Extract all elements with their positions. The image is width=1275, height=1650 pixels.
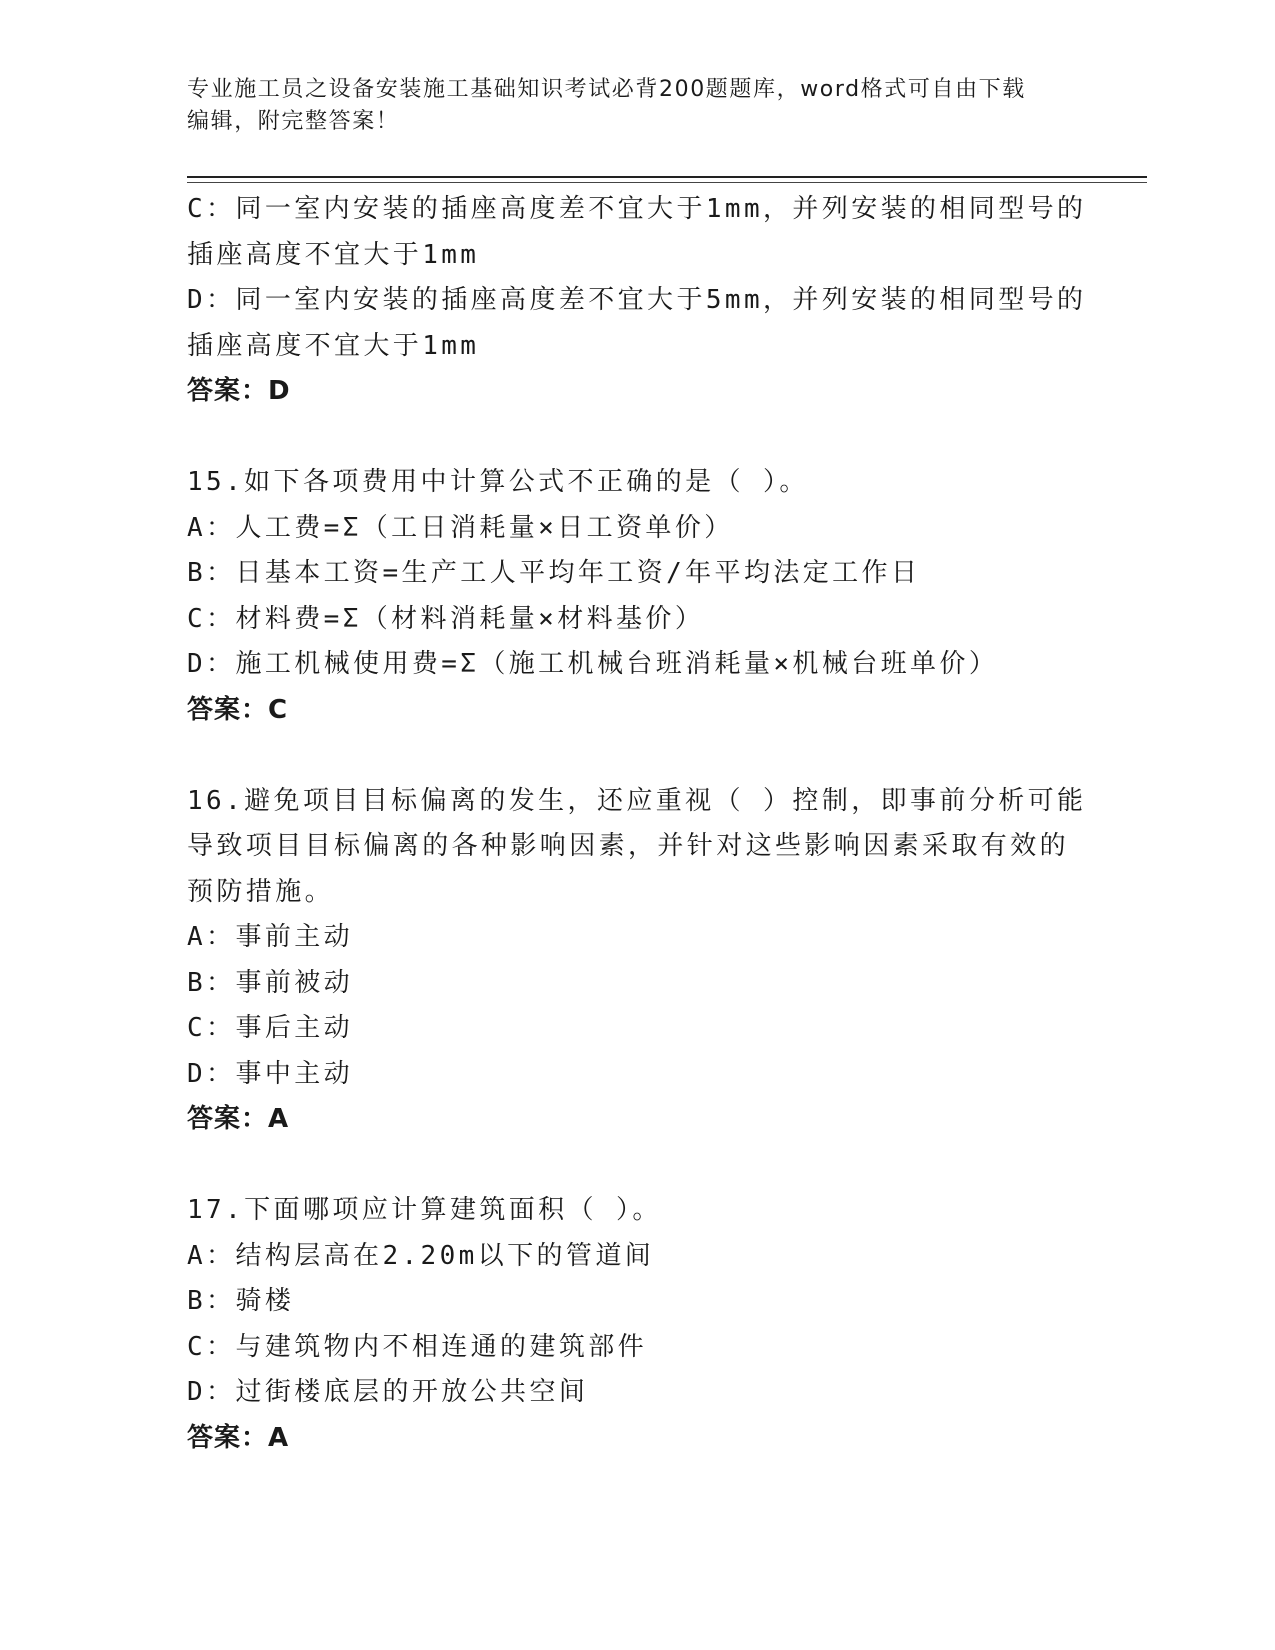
option-d: D：施工机械使用费=Σ（施工机械台班消耗量×机械台班单价） xyxy=(187,649,999,679)
option-a: A：结构层高在2.20m以下的管道间 xyxy=(187,1240,655,1271)
option-c-line-2: 插座高度不宜大于1mm xyxy=(187,239,480,270)
answer-16: 答案：A xyxy=(187,1104,290,1134)
spacer xyxy=(187,1143,1067,1189)
question-list xyxy=(187,187,1087,1461)
option-d-line-1: D：同一室内安装的插座高度差不宜大于5mm，并列安装的相同型号的 xyxy=(187,285,1087,315)
header-line-1: 专业施工员之设备安装施工基础知识考试必背200题题库，word格式可自由下载 xyxy=(187,77,1026,102)
option-b: B：日基本工资=生产工人平均年工资/年平均法定工作日 xyxy=(187,558,921,588)
spacer xyxy=(187,733,1067,779)
header-divider-thin xyxy=(187,182,1147,183)
option-c-line-1: C：同一室内安装的插座高度差不宜大于1mm，并列安装的相同型号的 xyxy=(187,194,1087,224)
option-a: A：事前主动 xyxy=(187,922,354,952)
answer-14: 答案：D xyxy=(187,376,291,406)
question-16 xyxy=(187,779,1087,1143)
question-14-tail xyxy=(187,187,1087,415)
header-divider-thick xyxy=(187,176,1147,178)
answer-15: 答案：C xyxy=(187,694,289,725)
option-a: A：人工费=Σ（工日消耗量×日工资单价） xyxy=(187,512,734,543)
option-d-line-2: 插座高度不宜大于1mm xyxy=(187,330,480,361)
page-header xyxy=(187,74,1067,138)
option-d: D：事中主动 xyxy=(187,1058,354,1089)
question-16-text-line-1: 16.避免项目目标偏离的发生，还应重视（ ）控制，即事前分析可能 xyxy=(187,785,1087,816)
option-c: C：事后主动 xyxy=(187,1013,354,1043)
question-17-text: 17.下面哪项应计算建筑面积（ ）。 xyxy=(187,1195,662,1225)
question-15-text: 15.如下各项费用中计算公式不正确的是（ ）。 xyxy=(187,467,809,497)
option-c: C：材料费=Σ（材料消耗量×材料基价） xyxy=(187,603,705,634)
question-16-text-line-2: 导致项目目标偏离的各种影响因素，并针对这些影响因素采取有效的 xyxy=(187,831,1070,861)
question-17 xyxy=(187,1188,1067,1461)
question-16-text-line-3: 预防措施。 xyxy=(187,876,335,907)
spacer xyxy=(187,415,1067,461)
option-b: B：事前被动 xyxy=(187,967,354,998)
option-b: B：骑楼 xyxy=(187,1286,295,1316)
header-line-2: 编辑，附完整答案！ xyxy=(187,109,400,134)
question-15 xyxy=(187,460,1067,733)
answer-17: 答案：A xyxy=(187,1422,290,1453)
option-c: C：与建筑物内不相连通的建筑部件 xyxy=(187,1331,648,1362)
option-d: D：过街楼底层的开放公共空间 xyxy=(187,1377,589,1407)
